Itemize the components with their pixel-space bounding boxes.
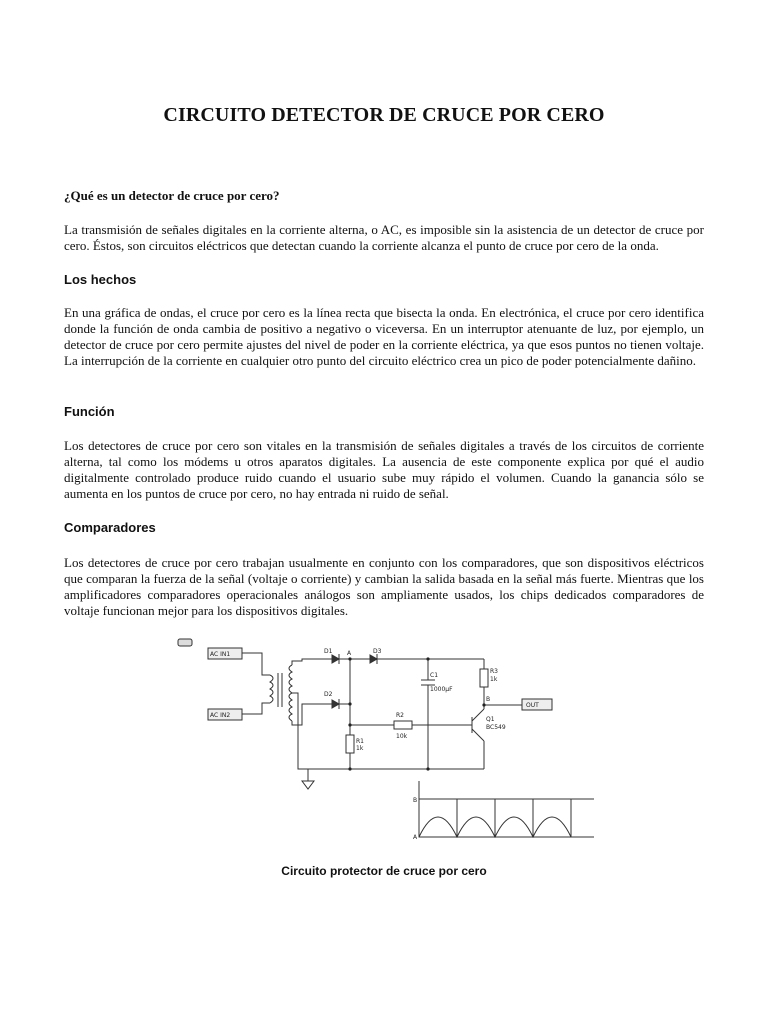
d1-label: D1 [324,648,333,655]
ac-in2-label: AC IN2 [210,712,231,719]
r2-value-label: 10k [396,733,408,740]
d3-label: D3 [373,648,382,655]
wave-b-label: B [413,797,418,804]
r3-label: R3 [490,668,498,675]
figure-caption: Circuito protector de cruce por cero [281,864,487,878]
connector-icon [178,639,192,646]
node-b-label: B [486,696,491,703]
q1-label: Q1 [486,716,495,723]
ac-in1-label: AC IN1 [210,651,231,658]
out-label: OUT [526,702,539,709]
section-text-comparadores: Los detectores de cruce por cero trabajan usualmente en conjunto con los comparadores, que son dispositivos eléctricos que comparan la fuerza de la señal (voltaje o corriente) y cambian la salida basada en la señal más fuerte. Mientras que los amplificadores comparadores operacionales análogos son ampliamente usados, los chips dedicados comparadores de voltaje funcionan mejor para los dispositivos digitales. [64,555,704,618]
node-a-label: A [347,650,352,657]
q1-value-label: BC549 [486,724,506,731]
page-title: CIRCUITO DETECTOR DE CRUCE POR CERO [163,104,605,126]
section-heading-funcion: Función [64,404,115,419]
r3-value-label: 1k [490,676,498,683]
section-heading-comparadores: Comparadores [64,520,156,535]
section-text-hechos: En una gráfica de ondas, el cruce por cero es la línea recta que bisecta la onda. En electrónica, el cruce por cero identifica donde la función de onda cambia de positivo a negativo o viceversa. En un interruptor atenuante de luz, por ejemplo, un detector de cruce por cero permite ajustes del nivel de poder en la corriente eléctrica, ya que esos puntos no tienen voltaje. La interrupción de la corriente en cualquier otro punto del circuito eléctrico crea un pico de poder potencialmente dañino. [64,305,704,368]
intro-paragraph: La transmisión de señales digitales en la corriente alterna, o AC, es imposible sin la asistencia de un detector de cruce por cero. Éstos, son circuitos eléctricos que detectan cuando la corriente alcanza el punto de cruce por cero de la onda. [64,222,704,253]
section-text-funcion: Los detectores de cruce por cero son vitales en la transmisión de señales digitales a través de los circuitos de corriente alterna, tal como los módems u otros aparatos digitales. La ausencia de este componente explica por qué el audio digitalmente controlado produce ruido cuando el usuario sube muy rápido el volumen. Cuando la ganancia sólo se aumenta en los puntos de cruce por cero, no hay entrada ni ruido de señal. [64,438,704,501]
circuit-diagram [174,633,602,845]
c1-label: C1 [430,672,439,679]
wave-a-label: A [413,834,418,841]
d2-label: D2 [324,691,333,698]
question-heading: ¿Qué es un detector de cruce por cero? [64,188,280,203]
r2-label: R2 [396,712,404,719]
r1-value-label: 1k [356,745,364,752]
r1-label: R1 [356,738,364,745]
c1-value-label: 1000μF [430,686,453,693]
section-heading-hechos: Los hechos [64,272,137,287]
